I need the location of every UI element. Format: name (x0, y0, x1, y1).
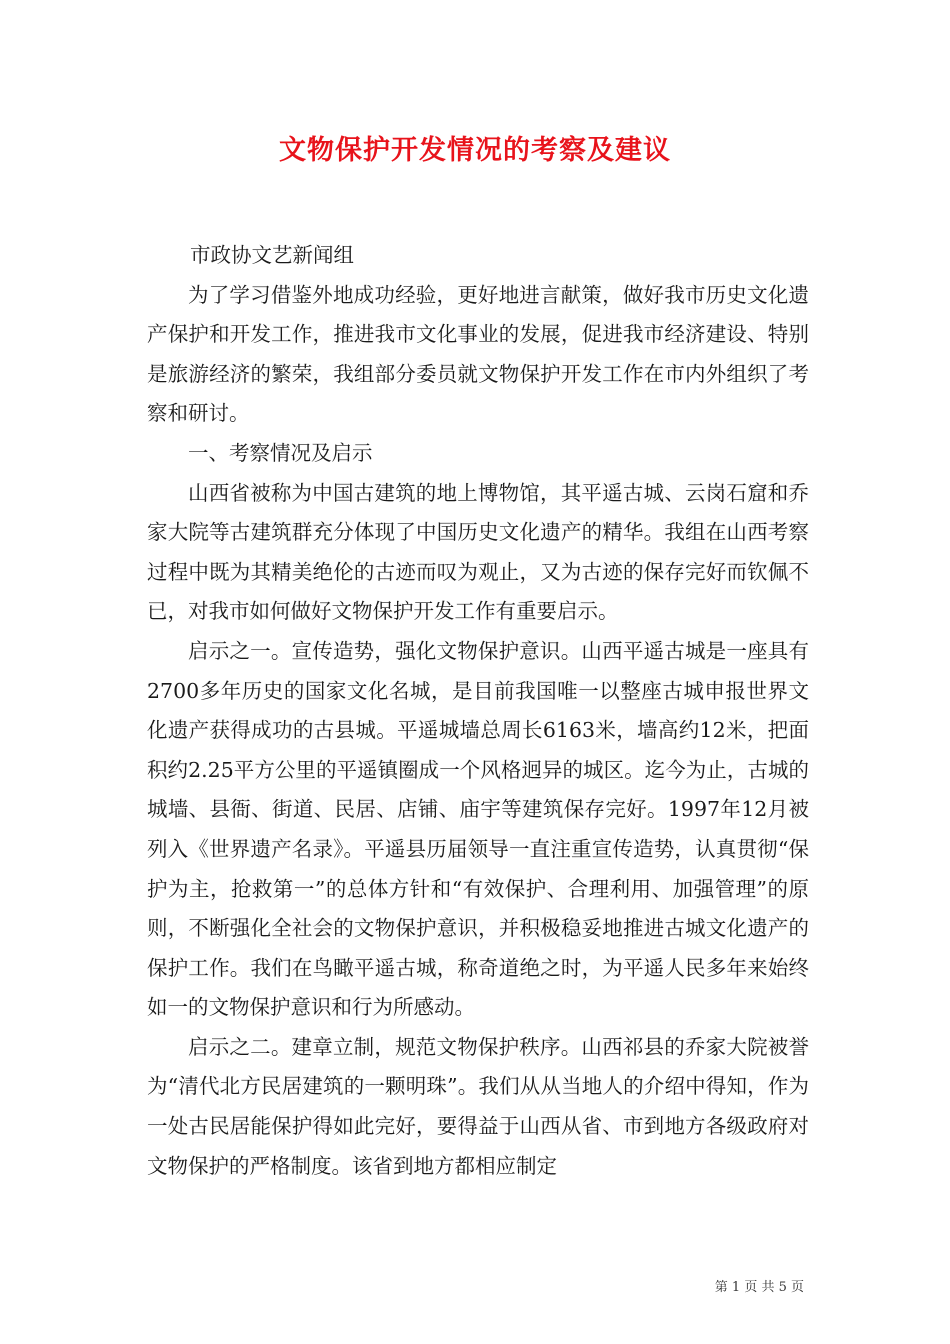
document-title: 文物保护开发情况的考察及建议 (279, 135, 671, 166)
document-body (147, 236, 809, 1186)
paragraph-shanxi: 山西省被称为中国古建筑的地上博物馆，其平遥古城、云岗石窟和乔家大院等古建筑群充分体现了中国历史文化遗产的精华。我组在山西考察过程中既为其精美绝伦的古迹而叹为观止，又为古迹的保存完好而钦佩不已，对我市如何做好文物保护开发工作有重要启示。 (147, 480, 809, 624)
paragraph-insight-one: 启示之一。宣传造势，强化文物保护意识。山西平遥古城是一座具有2700多年历史的国家文化名城，是目前我国唯一以整座古城申报世界文化遗产获得成功的古县城。平遥城墙总周长6163米，墙高约12米，把面积约2.25平方公里的平遥镇圈成一个风格迥异的城区。迄今为止，古城的城墙、县衙、街道、民居、店铺、庙宇等建筑保存完好。1997年12月被列入《世界遗产名录》。平遥县历届领导一直注重宣传造势，认真贯彻“保护为主，抢救第一”的总体方针和“有效保护、合理利用、加强管理”的原则，不断强化全社会的文物保护意识，并积极稳妥地推进古城文化遗产的保护工作。我们在鸟瞰平遥古城，称奇道绝之时，为平遥人民多年来始终如一的文物保护意识和行为所感动。 (147, 638, 809, 1020)
paragraph-intro: 为了学习借鉴外地成功经验，更好地进言献策，做好我市历史文化遗产保护和开发工作，推进我市文化事业的发展，促进我市经济建设、特别是旅游经济的繁荣，我组部分委员就文物保护开发工作在市内外组织了考察和研讨。 (147, 282, 809, 426)
page-number: 第 1 页 共 5 页 (714, 1280, 804, 1295)
paragraph-insight-two: 启示之二。建章立制，规范文物保护秩序。山西祁县的乔家大院被誉为“清代北方民居建筑的一颗明珠”。我们从从当地人的介绍中得知，作为一处古民居能保护得如此完好，要得益于山西从省、市到地方各级政府对文物保护的严格制度。该省到地方都相应制定 (147, 1034, 809, 1178)
section-heading: 一、考察情况及启示 (188, 440, 373, 465)
author-line: 市政协文艺新闻组 (190, 243, 354, 267)
